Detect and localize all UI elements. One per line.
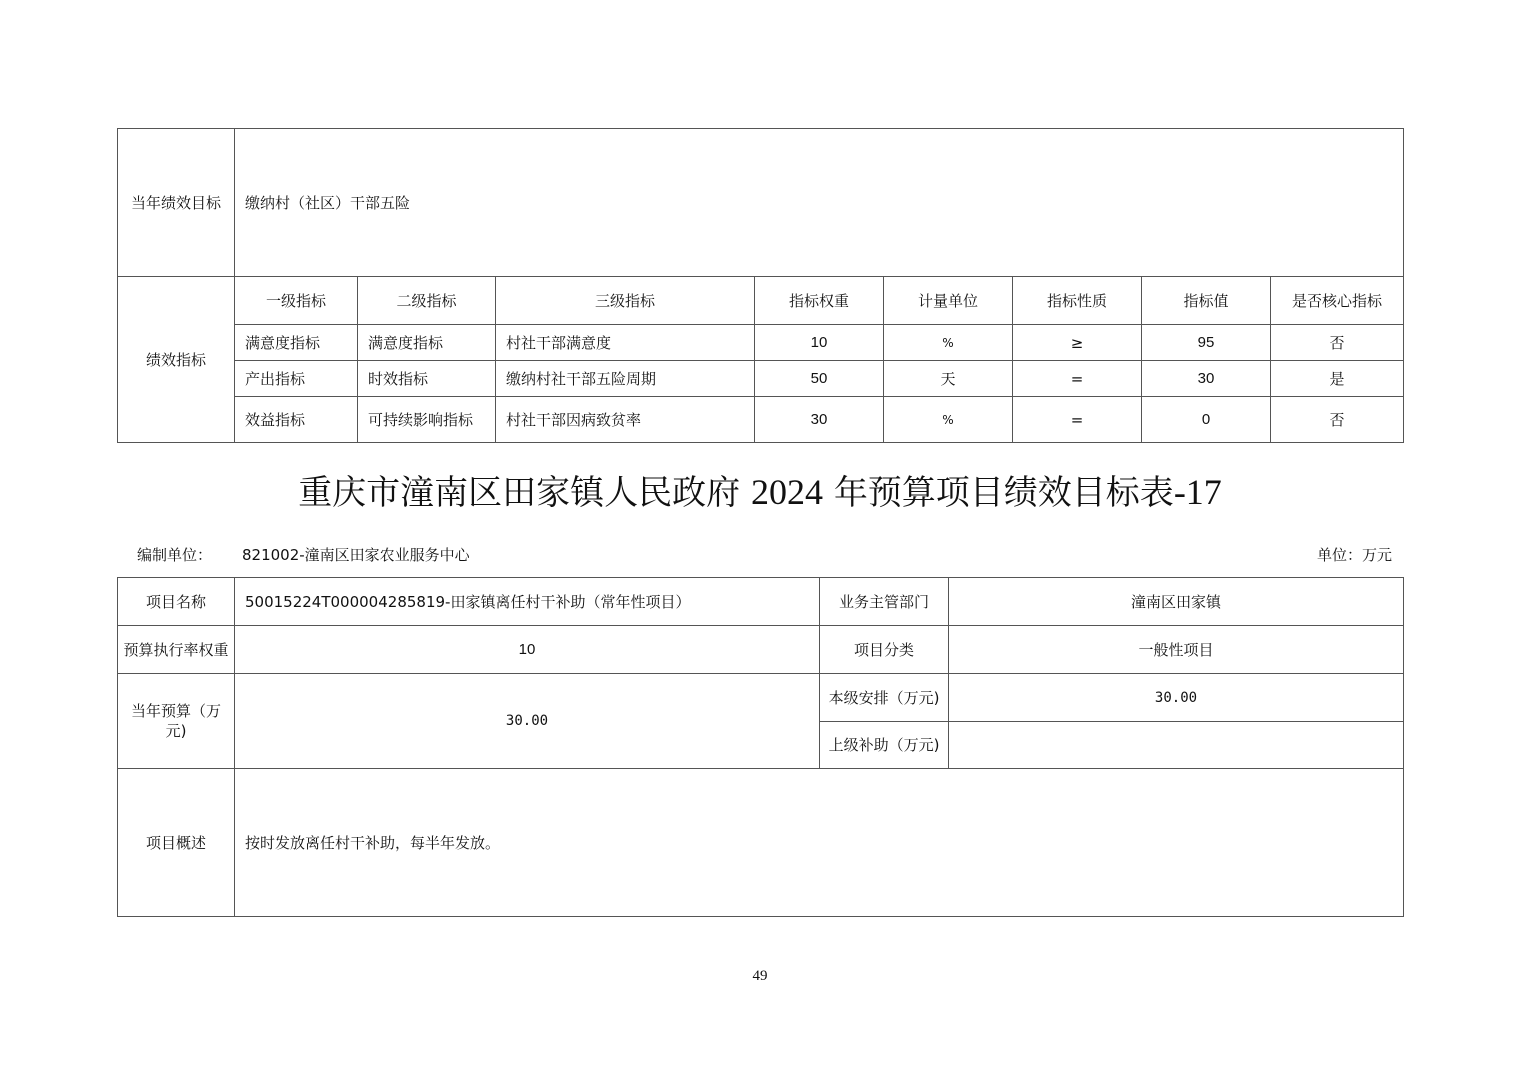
local-value: 30.00 — [949, 674, 1404, 722]
row-cell: 0 — [1142, 397, 1271, 443]
row-cell: 村社干部满意度 — [496, 325, 755, 361]
dept-value: 潼南区田家镇 — [949, 578, 1404, 626]
row-cell: 否 — [1271, 397, 1404, 443]
org-value: 821002-潼南区田家农业服务中心 — [242, 546, 470, 564]
row-cell: 可持续影响指标 — [358, 397, 496, 443]
row-cell: = — [1013, 397, 1142, 443]
header-cell: 计量单位 — [884, 277, 1013, 325]
row-cell: 30 — [755, 397, 884, 443]
dept-label: 业务主管部门 — [820, 578, 949, 626]
project-info-table — [117, 577, 1404, 917]
upper-label: 上级补助（万元) — [820, 722, 949, 769]
row-cell: 是 — [1271, 361, 1404, 397]
row-cell: 95 — [1142, 325, 1271, 361]
summary-label: 项目概述 — [118, 769, 235, 917]
category-label: 项目分类 — [820, 626, 949, 674]
project-name-value: 50015224T000004285819-田家镇离任村干补助（常年性项目） — [235, 578, 820, 626]
summary-value: 按时发放离任村干补助，每半年发放。 — [235, 769, 1404, 917]
category-value: 一般性项目 — [949, 626, 1404, 674]
table-row — [118, 397, 1404, 443]
row-cell: 缴纳村社干部五险周期 — [496, 361, 755, 397]
title-prefix: 重庆市潼南区田家镇人民政府 — [298, 473, 741, 513]
row-cell: 30 — [1142, 361, 1271, 397]
header-cell: 指标性质 — [1013, 277, 1142, 325]
project-name-label: 项目名称 — [118, 578, 235, 626]
budget-value: 30.00 — [235, 674, 820, 769]
row-cell: ≥ — [1013, 325, 1142, 361]
header-cell: 指标值 — [1142, 277, 1271, 325]
header-cell: 三级指标 — [496, 277, 755, 325]
upper-value — [949, 722, 1404, 769]
row-cell: 天 — [884, 361, 1013, 397]
page-title — [0, 465, 1520, 514]
row-cell: 时效指标 — [358, 361, 496, 397]
row-cell: 否 — [1271, 325, 1404, 361]
header-cell: 是否核心指标 — [1271, 277, 1404, 325]
rate-value: 10 — [235, 626, 820, 674]
row-cell: 效益指标 — [235, 397, 358, 443]
row-cell: 村社干部因病致贫率 — [496, 397, 755, 443]
header-cell: 一级指标 — [235, 277, 358, 325]
header-cell: 二级指标 — [358, 277, 496, 325]
row-cell: 50 — [755, 361, 884, 397]
goal-text: 缴纳村（社区）干部五险 — [235, 129, 1404, 277]
unit-label: 单位：万元 — [1316, 546, 1392, 564]
budget-label: 当年预算（万元) — [118, 674, 235, 769]
page-number: 49 — [752, 968, 768, 984]
indicator-label: 绩效指标 — [118, 277, 235, 443]
row-cell: % — [884, 397, 1013, 443]
row-cell: 10 — [755, 325, 884, 361]
title-middle: 年预算项目绩效目标表 — [833, 473, 1174, 513]
row-cell: 满意度指标 — [235, 325, 358, 361]
performance-goal-table — [117, 128, 1404, 443]
org-label: 编制单位： — [137, 546, 213, 564]
title-suffix: -17 — [1173, 472, 1222, 512]
goal-label: 当年绩效目标 — [118, 129, 235, 277]
table-row — [118, 361, 1404, 397]
rate-label: 预算执行率权重 — [118, 626, 235, 674]
title-year: 2024 — [751, 472, 823, 512]
row-cell: = — [1013, 361, 1142, 397]
row-cell: 满意度指标 — [358, 325, 496, 361]
header-cell: 指标权重 — [755, 277, 884, 325]
table-row — [118, 325, 1404, 361]
local-label: 本级安排（万元) — [820, 674, 949, 722]
row-cell: % — [884, 325, 1013, 361]
row-cell: 产出指标 — [235, 361, 358, 397]
